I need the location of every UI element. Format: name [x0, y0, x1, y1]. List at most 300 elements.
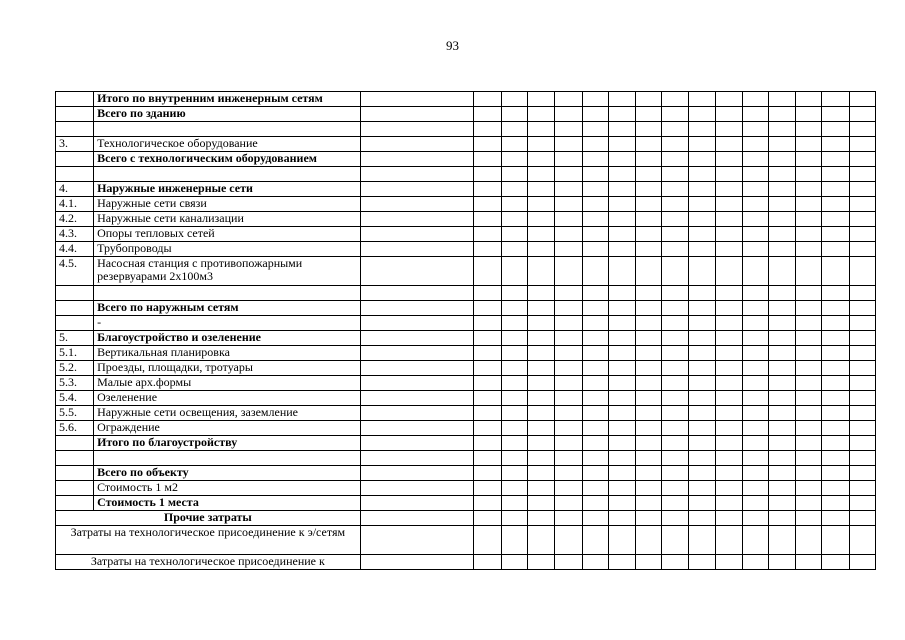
- value-cell: [821, 286, 849, 301]
- value-cell: [821, 496, 849, 511]
- value-cell: [821, 436, 849, 451]
- value-cell: [795, 242, 821, 257]
- value-cell: [609, 242, 636, 257]
- value-cell: [742, 481, 768, 496]
- value-cell: [583, 316, 609, 331]
- value-cell: [583, 526, 609, 555]
- value-cell: [742, 496, 768, 511]
- value-cell: [662, 526, 689, 555]
- value-cell: [715, 152, 742, 167]
- merged-label-cell: Затраты на технологическое присоединение к э/сетям: [56, 526, 361, 555]
- value-cell: [502, 436, 528, 451]
- value-cell: [555, 137, 583, 152]
- row-label-cell: Всего по объекту: [94, 466, 361, 481]
- value-cell: [742, 511, 768, 526]
- value-cell: [662, 555, 689, 570]
- value-cell: [742, 227, 768, 242]
- value-cell: [583, 257, 609, 286]
- value-cell: [528, 197, 555, 212]
- value-cell: [636, 376, 662, 391]
- value-cell: [849, 182, 875, 197]
- value-cell: [662, 406, 689, 421]
- value-cell: [849, 526, 875, 555]
- value-cell: [768, 466, 795, 481]
- table-row: [56, 152, 876, 167]
- value-cell: [689, 92, 715, 107]
- value-cell: [473, 316, 501, 331]
- value-cell: [821, 421, 849, 436]
- value-cell: [636, 526, 662, 555]
- value-cell: [768, 182, 795, 197]
- value-cell: [662, 301, 689, 316]
- value-cell: [662, 376, 689, 391]
- value-cell: [742, 286, 768, 301]
- row-label-cell: Наружные сети связи: [94, 197, 361, 212]
- value-cell: [636, 496, 662, 511]
- value-cell: [609, 451, 636, 466]
- row-number-cell: [56, 92, 94, 107]
- value-cell: [609, 511, 636, 526]
- value-cell: [502, 167, 528, 182]
- row-label-cell: Благоустройство и озеленение: [94, 331, 361, 346]
- value-cell: [636, 481, 662, 496]
- value-cell: [636, 286, 662, 301]
- value-cell: [715, 122, 742, 137]
- value-cell: [849, 376, 875, 391]
- value-cell: [849, 137, 875, 152]
- value-cell: [689, 227, 715, 242]
- value-cell: [360, 331, 473, 346]
- value-cell: [502, 92, 528, 107]
- row-label-cell: Малые арх.формы: [94, 376, 361, 391]
- value-cell: [689, 197, 715, 212]
- value-cell: [502, 152, 528, 167]
- value-cell: [662, 361, 689, 376]
- value-cell: [662, 436, 689, 451]
- value-cell: [636, 511, 662, 526]
- value-cell: [583, 406, 609, 421]
- value-cell: [609, 286, 636, 301]
- value-cell: [473, 346, 501, 361]
- value-cell: [768, 107, 795, 122]
- value-cell: [689, 406, 715, 421]
- value-cell: [662, 331, 689, 346]
- value-cell: [555, 301, 583, 316]
- value-cell: [473, 436, 501, 451]
- value-cell: [583, 182, 609, 197]
- value-cell: [768, 242, 795, 257]
- value-cell: [502, 286, 528, 301]
- row-label-cell: Опоры тепловых сетей: [94, 227, 361, 242]
- value-cell: [768, 346, 795, 361]
- value-cell: [609, 122, 636, 137]
- value-cell: [689, 286, 715, 301]
- table-row: [56, 182, 876, 197]
- value-cell: [502, 526, 528, 555]
- table-row: [56, 107, 876, 122]
- row-label-cell: Стоимость 1 м2: [94, 481, 361, 496]
- value-cell: [473, 511, 501, 526]
- table-row: [56, 331, 876, 346]
- value-cell: [473, 451, 501, 466]
- value-cell: [849, 301, 875, 316]
- value-cell: [795, 406, 821, 421]
- row-label-cell: [94, 451, 361, 466]
- value-cell: [715, 137, 742, 152]
- row-label-cell: Всего по наружным сетям: [94, 301, 361, 316]
- value-cell: [528, 421, 555, 436]
- value-cell: [502, 361, 528, 376]
- value-cell: [502, 481, 528, 496]
- value-cell: [528, 331, 555, 346]
- value-cell: [609, 301, 636, 316]
- value-cell: [528, 391, 555, 406]
- table-row: [56, 286, 876, 301]
- row-number-cell: [56, 107, 94, 122]
- table-row: [56, 555, 876, 570]
- value-cell: [768, 331, 795, 346]
- value-cell: [583, 286, 609, 301]
- value-cell: [689, 257, 715, 286]
- value-cell: [715, 421, 742, 436]
- value-cell: [795, 436, 821, 451]
- row-label-cell: Итого по благоустройству: [94, 436, 361, 451]
- table-row: [56, 242, 876, 257]
- value-cell: [609, 227, 636, 242]
- value-cell: [715, 331, 742, 346]
- value-cell: [849, 152, 875, 167]
- row-number-cell: [56, 152, 94, 167]
- value-cell: [821, 526, 849, 555]
- value-cell: [473, 466, 501, 481]
- value-cell: [768, 481, 795, 496]
- value-cell: [528, 451, 555, 466]
- table-row: [56, 406, 876, 421]
- value-cell: [795, 331, 821, 346]
- value-cell: [636, 212, 662, 227]
- row-number-cell: [56, 286, 94, 301]
- value-cell: [528, 212, 555, 227]
- value-cell: [821, 122, 849, 137]
- value-cell: [715, 227, 742, 242]
- value-cell: [360, 107, 473, 122]
- value-cell: [583, 361, 609, 376]
- value-cell: [715, 436, 742, 451]
- value-cell: [742, 137, 768, 152]
- value-cell: [583, 331, 609, 346]
- value-cell: [360, 182, 473, 197]
- value-cell: [502, 242, 528, 257]
- value-cell: [555, 421, 583, 436]
- value-cell: [742, 122, 768, 137]
- row-label-cell: [94, 167, 361, 182]
- value-cell: [502, 451, 528, 466]
- value-cell: [583, 391, 609, 406]
- value-cell: [689, 421, 715, 436]
- value-cell: [768, 137, 795, 152]
- value-cell: [849, 481, 875, 496]
- value-cell: [689, 511, 715, 526]
- value-cell: [849, 451, 875, 466]
- row-number-cell: [56, 122, 94, 137]
- row-label-cell: Трубопроводы: [94, 242, 361, 257]
- value-cell: [821, 511, 849, 526]
- value-cell: [636, 361, 662, 376]
- value-cell: [715, 197, 742, 212]
- value-cell: [502, 107, 528, 122]
- value-cell: [849, 346, 875, 361]
- value-cell: [662, 242, 689, 257]
- value-cell: [360, 451, 473, 466]
- value-cell: [583, 227, 609, 242]
- value-cell: [473, 122, 501, 137]
- value-cell: [689, 182, 715, 197]
- table-row: [56, 122, 876, 137]
- value-cell: [662, 137, 689, 152]
- value-cell: [715, 301, 742, 316]
- value-cell: [821, 242, 849, 257]
- value-cell: [689, 316, 715, 331]
- value-cell: [821, 107, 849, 122]
- value-cell: [689, 481, 715, 496]
- value-cell: [768, 526, 795, 555]
- value-cell: [715, 391, 742, 406]
- value-cell: [636, 406, 662, 421]
- value-cell: [795, 346, 821, 361]
- value-cell: [360, 555, 473, 570]
- value-cell: [795, 286, 821, 301]
- value-cell: [662, 346, 689, 361]
- row-number-cell: 4.5.: [56, 257, 94, 286]
- value-cell: [768, 286, 795, 301]
- value-cell: [360, 436, 473, 451]
- table-row: [56, 92, 876, 107]
- value-cell: [742, 167, 768, 182]
- value-cell: [555, 555, 583, 570]
- value-cell: [849, 122, 875, 137]
- value-cell: [636, 227, 662, 242]
- value-cell: [583, 466, 609, 481]
- value-cell: [360, 92, 473, 107]
- value-cell: [689, 496, 715, 511]
- value-cell: [528, 107, 555, 122]
- row-label-cell: Наружные сети освещения, заземление: [94, 406, 361, 421]
- value-cell: [473, 242, 501, 257]
- value-cell: [360, 376, 473, 391]
- value-cell: [742, 391, 768, 406]
- value-cell: [821, 152, 849, 167]
- row-number-cell: 4.3.: [56, 227, 94, 242]
- value-cell: [360, 137, 473, 152]
- value-cell: [583, 152, 609, 167]
- value-cell: [795, 376, 821, 391]
- value-cell: [502, 316, 528, 331]
- value-cell: [742, 316, 768, 331]
- value-cell: [849, 257, 875, 286]
- value-cell: [502, 406, 528, 421]
- value-cell: [528, 526, 555, 555]
- value-cell: [528, 555, 555, 570]
- value-cell: [555, 242, 583, 257]
- value-cell: [689, 242, 715, 257]
- value-cell: [662, 92, 689, 107]
- value-cell: [795, 152, 821, 167]
- value-cell: [821, 391, 849, 406]
- value-cell: [583, 481, 609, 496]
- value-cell: [473, 227, 501, 242]
- value-cell: [795, 137, 821, 152]
- value-cell: [715, 242, 742, 257]
- row-label-cell: -: [94, 316, 361, 331]
- value-cell: [555, 511, 583, 526]
- value-cell: [689, 301, 715, 316]
- value-cell: [821, 212, 849, 227]
- row-label-cell: Вертикальная планировка: [94, 346, 361, 361]
- value-cell: [795, 301, 821, 316]
- value-cell: [528, 346, 555, 361]
- row-label-cell: Насосная станция с противопожарными резервуарами 2х100м3: [94, 257, 361, 286]
- row-number-cell: [56, 481, 94, 496]
- row-label-cell: Наружные инженерные сети: [94, 182, 361, 197]
- value-cell: [636, 257, 662, 286]
- value-cell: [768, 152, 795, 167]
- value-cell: [662, 182, 689, 197]
- value-cell: [715, 167, 742, 182]
- row-label-cell: Озеленение: [94, 391, 361, 406]
- value-cell: [502, 182, 528, 197]
- row-label-cell: Наружные сети канализации: [94, 212, 361, 227]
- value-cell: [768, 436, 795, 451]
- value-cell: [795, 167, 821, 182]
- value-cell: [609, 107, 636, 122]
- value-cell: [555, 316, 583, 331]
- value-cell: [583, 511, 609, 526]
- value-cell: [636, 316, 662, 331]
- value-cell: [609, 436, 636, 451]
- value-cell: [583, 376, 609, 391]
- value-cell: [768, 451, 795, 466]
- value-cell: [502, 346, 528, 361]
- value-cell: [768, 257, 795, 286]
- row-number-cell: 4.4.: [56, 242, 94, 257]
- value-cell: [795, 182, 821, 197]
- value-cell: [360, 361, 473, 376]
- value-cell: [849, 92, 875, 107]
- value-cell: [528, 122, 555, 137]
- row-number-cell: 5.4.: [56, 391, 94, 406]
- table-row: [56, 376, 876, 391]
- value-cell: [636, 242, 662, 257]
- value-cell: [795, 361, 821, 376]
- value-cell: [502, 511, 528, 526]
- value-cell: [768, 511, 795, 526]
- value-cell: [473, 301, 501, 316]
- value-cell: [742, 301, 768, 316]
- row-number-cell: [56, 301, 94, 316]
- value-cell: [473, 421, 501, 436]
- value-cell: [662, 421, 689, 436]
- value-cell: [360, 167, 473, 182]
- value-cell: [360, 466, 473, 481]
- value-cell: [795, 391, 821, 406]
- value-cell: [360, 197, 473, 212]
- row-number-cell: 3.: [56, 137, 94, 152]
- value-cell: [689, 436, 715, 451]
- value-cell: [473, 391, 501, 406]
- value-cell: [502, 555, 528, 570]
- value-cell: [689, 107, 715, 122]
- value-cell: [768, 421, 795, 436]
- value-cell: [555, 286, 583, 301]
- row-number-cell: [56, 496, 94, 511]
- value-cell: [473, 406, 501, 421]
- value-cell: [583, 496, 609, 511]
- value-cell: [528, 376, 555, 391]
- value-cell: [715, 526, 742, 555]
- value-cell: [473, 197, 501, 212]
- value-cell: [473, 152, 501, 167]
- value-cell: [795, 526, 821, 555]
- value-cell: [715, 257, 742, 286]
- value-cell: [768, 406, 795, 421]
- value-cell: [662, 481, 689, 496]
- value-cell: [473, 376, 501, 391]
- value-cell: [609, 257, 636, 286]
- value-cell: [528, 92, 555, 107]
- row-number-cell: [56, 466, 94, 481]
- value-cell: [555, 197, 583, 212]
- table-row: [56, 301, 876, 316]
- value-cell: [795, 466, 821, 481]
- value-cell: [768, 316, 795, 331]
- value-cell: [609, 92, 636, 107]
- value-cell: [742, 555, 768, 570]
- value-cell: [583, 451, 609, 466]
- value-cell: [528, 301, 555, 316]
- value-cell: [583, 242, 609, 257]
- value-cell: [636, 122, 662, 137]
- cost-estimate-table: [55, 91, 876, 570]
- value-cell: [768, 197, 795, 212]
- value-cell: [768, 212, 795, 227]
- value-cell: [715, 376, 742, 391]
- value-cell: [609, 555, 636, 570]
- value-cell: [715, 555, 742, 570]
- value-cell: [473, 286, 501, 301]
- value-cell: [360, 152, 473, 167]
- value-cell: [768, 376, 795, 391]
- value-cell: [473, 107, 501, 122]
- value-cell: [742, 451, 768, 466]
- value-cell: [849, 316, 875, 331]
- value-cell: [715, 182, 742, 197]
- value-cell: [715, 481, 742, 496]
- value-cell: [360, 481, 473, 496]
- value-cell: [795, 257, 821, 286]
- value-cell: [555, 496, 583, 511]
- row-label-cell: Проезды, площадки, тротуары: [94, 361, 361, 376]
- value-cell: [795, 511, 821, 526]
- value-cell: [689, 526, 715, 555]
- value-cell: [583, 137, 609, 152]
- value-cell: [662, 122, 689, 137]
- value-cell: [609, 346, 636, 361]
- value-cell: [609, 331, 636, 346]
- value-cell: [689, 361, 715, 376]
- value-cell: [821, 361, 849, 376]
- value-cell: [689, 212, 715, 227]
- value-cell: [555, 227, 583, 242]
